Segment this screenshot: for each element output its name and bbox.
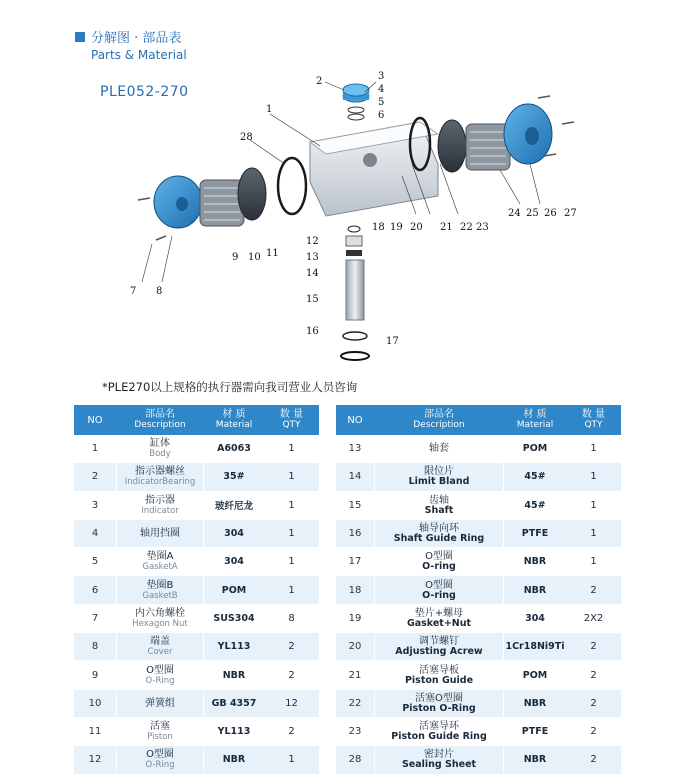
table-row xyxy=(74,520,319,548)
row-material: NBR xyxy=(504,746,566,774)
row-description-cn: 活塞导板 xyxy=(419,664,459,676)
row-material: 304 xyxy=(204,520,264,548)
callout-20: 20 xyxy=(410,222,423,233)
row-material: 45# xyxy=(504,492,566,520)
row-description xyxy=(374,576,504,604)
row-material: GB 4357 xyxy=(204,690,264,718)
row-description-cn: 缸体 xyxy=(150,438,170,450)
table-row xyxy=(74,492,319,520)
right-spring-pack xyxy=(466,124,510,170)
row-description-cn: 齿轴 xyxy=(429,494,449,506)
callout-21: 21 xyxy=(440,222,453,233)
row-description-en: Gasket+Nut xyxy=(406,617,472,629)
row-material: 45# xyxy=(504,463,566,491)
row-qty: 2 xyxy=(264,718,319,746)
callout-12: 12 xyxy=(306,236,319,247)
header-title-cn: 分解图 · 部品表 xyxy=(91,31,182,46)
row-qty: 2 xyxy=(264,661,319,689)
row-no: 13 xyxy=(336,435,374,463)
row-no: 7 xyxy=(74,605,116,633)
callout-14: 14 xyxy=(306,268,319,279)
row-qty: 2 xyxy=(264,633,319,661)
callout-2: 2 xyxy=(316,76,323,87)
row-qty: 2 xyxy=(566,718,621,746)
row-description xyxy=(374,435,504,463)
callout-10: 10 xyxy=(248,252,261,263)
row-description-en: O-ring xyxy=(422,589,456,601)
row-description-en: Cover xyxy=(147,647,173,658)
row-description-cn: 调节螺钉 xyxy=(419,636,459,648)
col-qty: 数 量 QTY xyxy=(264,405,319,435)
row-description-cn: 垫圈A xyxy=(146,551,174,563)
row-no: 4 xyxy=(74,520,116,548)
row-material: NBR xyxy=(204,661,264,689)
callout-11: 11 xyxy=(266,248,279,259)
row-description-cn: 垫圈B xyxy=(146,579,174,591)
row-no: 19 xyxy=(336,605,374,633)
col-description: 部品名 Description xyxy=(116,405,204,435)
row-description-cn: 活塞导环 xyxy=(419,721,459,733)
row-description xyxy=(116,576,204,604)
row-no: 17 xyxy=(336,548,374,576)
row-description xyxy=(116,661,204,689)
row-no: 1 xyxy=(74,435,116,463)
callout-17: 17 xyxy=(386,336,399,347)
footnote: *PLE270以上规格的执行器需向我司营业人员咨询 xyxy=(102,380,358,394)
row-description xyxy=(374,463,504,491)
row-no: 10 xyxy=(74,690,116,718)
row-description-en: Sealing Sheet xyxy=(401,759,477,771)
row-material: NBR xyxy=(204,746,264,774)
row-description xyxy=(116,690,204,718)
table-row xyxy=(74,690,319,718)
row-description-en: Piston Guide xyxy=(404,674,474,686)
row-qty: 8 xyxy=(264,605,319,633)
section-header xyxy=(75,26,187,62)
row-qty: 1 xyxy=(264,463,319,491)
row-description-en: Shaft xyxy=(424,504,454,516)
row-no: 9 xyxy=(74,661,116,689)
row-description-cn: O型圈 xyxy=(146,749,174,761)
table-row xyxy=(74,576,319,604)
right-piston xyxy=(438,120,466,172)
callout-13: 13 xyxy=(306,252,319,263)
row-description-cn: 弹簧组 xyxy=(145,697,175,709)
row-material: POM xyxy=(504,661,566,689)
row-material: YL113 xyxy=(204,718,264,746)
row-qty: 1 xyxy=(566,492,621,520)
row-description xyxy=(374,605,504,633)
exploded-view-diagram xyxy=(120,64,590,376)
table-row xyxy=(336,690,621,718)
row-no: 22 xyxy=(336,690,374,718)
table-row xyxy=(336,633,621,661)
row-description-cn: 端盖 xyxy=(150,636,170,648)
callout-22: 22 xyxy=(460,222,473,233)
row-description xyxy=(374,718,504,746)
row-material: POM xyxy=(204,576,264,604)
indicator xyxy=(343,84,369,120)
row-no: 8 xyxy=(74,633,116,661)
row-description xyxy=(116,492,204,520)
callout-9: 9 xyxy=(232,252,239,263)
row-description-cn: 指示器 xyxy=(145,494,175,506)
row-qty: 1 xyxy=(264,520,319,548)
row-description-en: Piston Guide Ring xyxy=(391,731,487,743)
row-no: 15 xyxy=(336,492,374,520)
row-description-en: Limit Bland xyxy=(408,476,470,488)
row-material: YL113 xyxy=(204,633,264,661)
row-description xyxy=(374,746,504,774)
callout-25: 25 xyxy=(526,208,539,219)
row-qty: 1 xyxy=(566,463,621,491)
row-material: 35# xyxy=(204,463,264,491)
row-no: 12 xyxy=(74,746,116,774)
row-material: NBR xyxy=(504,576,566,604)
row-description xyxy=(374,492,504,520)
row-qty: 1 xyxy=(264,576,319,604)
row-material: PTFE xyxy=(504,718,566,746)
row-description-cn: O型圈 xyxy=(425,551,453,563)
table-row xyxy=(74,633,319,661)
callout-1: 1 xyxy=(266,104,273,115)
row-description-cn: 限位片 xyxy=(424,466,454,478)
table-row xyxy=(74,746,319,774)
table-row xyxy=(74,661,319,689)
row-material: POM xyxy=(504,435,566,463)
row-description-cn: O型圈 xyxy=(425,579,453,591)
row-material: NBR xyxy=(504,690,566,718)
table-row xyxy=(336,718,621,746)
col-no: NO xyxy=(74,405,116,435)
table-row xyxy=(74,435,319,463)
callout-7: 7 xyxy=(130,286,137,297)
row-qty: 2X2 xyxy=(566,605,621,633)
left-end-cap xyxy=(154,176,202,228)
col-qty: 数 量 QTY xyxy=(566,405,621,435)
table-row xyxy=(336,576,621,604)
row-description-en: IndicatorBearing xyxy=(124,477,196,488)
row-material: NBR xyxy=(504,548,566,576)
row-qty: 2 xyxy=(566,661,621,689)
table-row xyxy=(336,463,621,491)
table-row xyxy=(74,718,319,746)
row-description-en: O-ring xyxy=(422,561,456,573)
callout-27: 27 xyxy=(564,208,577,219)
row-description xyxy=(116,548,204,576)
left-piston xyxy=(238,168,266,220)
col-material: 材 质 Material xyxy=(504,405,566,435)
row-qty: 2 xyxy=(566,633,621,661)
row-qty: 1 xyxy=(566,520,621,548)
callout-19: 19 xyxy=(390,222,403,233)
row-qty: 12 xyxy=(264,690,319,718)
row-description xyxy=(374,548,504,576)
row-material: SUS304 xyxy=(204,605,264,633)
table-row xyxy=(74,548,319,576)
row-no: 14 xyxy=(336,463,374,491)
row-no: 28 xyxy=(336,746,374,774)
header-square-icon xyxy=(75,32,85,42)
row-no: 16 xyxy=(336,520,374,548)
row-material: A6063 xyxy=(204,435,264,463)
row-description-en: Piston xyxy=(147,732,173,743)
callout-28: 28 xyxy=(240,132,253,143)
row-description xyxy=(116,746,204,774)
row-description-cn: 垫片+螺母 xyxy=(414,607,464,619)
right-end-cap xyxy=(504,104,552,164)
table-row xyxy=(336,605,621,633)
callout-5: 5 xyxy=(378,97,385,108)
row-description-cn: 轴用挡圈 xyxy=(140,528,180,540)
row-description-cn: 密封片 xyxy=(424,749,454,761)
row-qty: 2 xyxy=(566,690,621,718)
callout-8: 8 xyxy=(156,286,163,297)
callout-16: 16 xyxy=(306,326,319,337)
row-description xyxy=(116,520,204,548)
table-row xyxy=(336,548,621,576)
row-no: 2 xyxy=(74,463,116,491)
row-description-cn: 内六角螺栓 xyxy=(135,607,185,619)
row-description-en: O-Ring xyxy=(145,760,175,771)
row-description xyxy=(116,605,204,633)
row-qty: 2 xyxy=(566,576,621,604)
row-no: 5 xyxy=(74,548,116,576)
row-description-cn: 轴套 xyxy=(429,443,449,455)
parts-table-right xyxy=(336,405,621,775)
row-description-cn: 活塞O型圈 xyxy=(415,692,463,704)
table-row xyxy=(336,520,621,548)
row-description xyxy=(116,718,204,746)
row-qty: 1 xyxy=(264,492,319,520)
row-description-en: O-Ring xyxy=(145,675,175,686)
callout-4: 4 xyxy=(378,84,385,95)
col-material: 材 质 Material xyxy=(204,405,264,435)
callout-3: 3 xyxy=(378,71,385,82)
row-description xyxy=(374,690,504,718)
header-title-en: Parts & Material xyxy=(91,48,187,62)
row-description-en: Adjusting Acrew xyxy=(395,646,483,658)
table-row xyxy=(336,492,621,520)
row-no: 23 xyxy=(336,718,374,746)
row-qty: 2 xyxy=(566,746,621,774)
row-no: 3 xyxy=(74,492,116,520)
row-no: 6 xyxy=(74,576,116,604)
callout-18: 18 xyxy=(372,222,385,233)
row-description-cn: 指示器螺丝 xyxy=(135,466,185,478)
row-description-en: Hexagon Nut xyxy=(132,618,188,629)
row-description-en: Shaft Guide Ring xyxy=(393,533,485,545)
col-no: NO xyxy=(336,405,374,435)
row-description xyxy=(116,435,204,463)
row-no: 18 xyxy=(336,576,374,604)
row-material: 1Cr18Ni9Ti xyxy=(504,633,566,661)
row-no: 21 xyxy=(336,661,374,689)
row-description-en: GasketA xyxy=(142,562,178,573)
row-qty: 1 xyxy=(264,435,319,463)
table-row xyxy=(74,463,319,491)
row-description xyxy=(374,661,504,689)
callout-23: 23 xyxy=(476,222,489,233)
callout-24: 24 xyxy=(508,208,521,219)
col-description: 部品名 Description xyxy=(374,405,504,435)
row-material: 304 xyxy=(504,605,566,633)
gear-shaft xyxy=(341,226,369,360)
row-description xyxy=(374,520,504,548)
model-number: PLE052-270 xyxy=(100,84,189,100)
row-qty: 1 xyxy=(264,548,319,576)
table-row xyxy=(74,605,319,633)
callout-15: 15 xyxy=(306,294,319,305)
callout-26: 26 xyxy=(544,208,557,219)
row-description xyxy=(116,633,204,661)
row-description-cn: O型圈 xyxy=(146,664,174,676)
row-qty: 1 xyxy=(566,548,621,576)
row-description-cn: 轴导向环 xyxy=(419,523,459,535)
table-row xyxy=(336,746,621,774)
table-row xyxy=(336,435,621,463)
row-description-en: GasketB xyxy=(142,590,178,601)
row-material: 玻纤尼龙 xyxy=(204,492,264,520)
row-qty: 1 xyxy=(264,746,319,774)
row-description-en: Indicator xyxy=(141,505,179,516)
row-qty: 1 xyxy=(566,435,621,463)
row-description-en: Piston O-Ring xyxy=(402,702,476,714)
row-description-cn: 活塞 xyxy=(150,721,170,733)
row-no: 11 xyxy=(74,718,116,746)
row-material: 304 xyxy=(204,548,264,576)
row-material: PTFE xyxy=(504,520,566,548)
row-description xyxy=(116,463,204,491)
row-description-en: Body xyxy=(149,449,171,460)
parts-table-left xyxy=(74,405,319,775)
row-no: 20 xyxy=(336,633,374,661)
left-spring-pack xyxy=(200,180,244,226)
left-o-ring xyxy=(278,158,306,214)
row-description xyxy=(374,633,504,661)
table-row xyxy=(336,661,621,689)
callout-6: 6 xyxy=(378,110,385,121)
